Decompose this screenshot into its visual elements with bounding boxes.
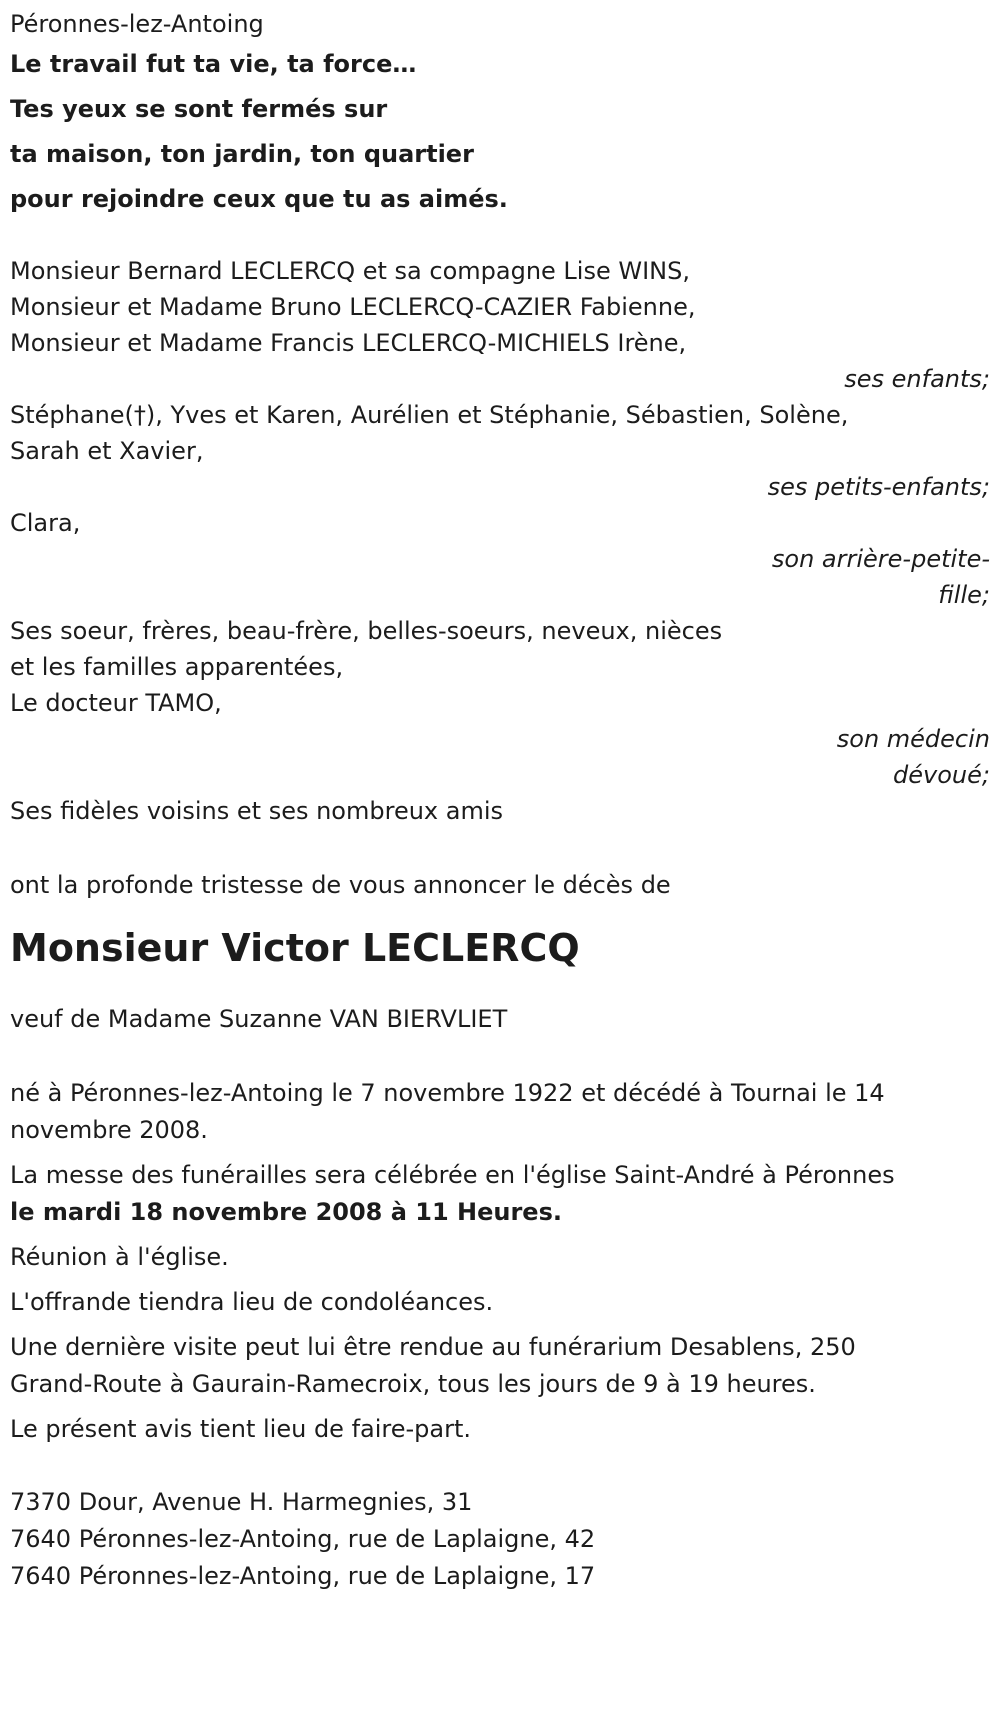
greatgrandchild-role-line: son arrière-petite-	[771, 545, 990, 573]
meeting-line: Réunion à l'église.	[10, 1243, 229, 1271]
visit-line: Grand-Route à Gaurain-Ramecroix, tous les jours de 9 à 19 heures.	[10, 1370, 816, 1398]
birth-death-line: né à Péronnes-lez-Antoing le 7 novembre 1922 et décédé à Tournai le 14	[10, 1079, 885, 1107]
notice-paragraph	[10, 1411, 992, 1448]
grandchildren-group	[10, 397, 992, 505]
notice-line: Le présent avis tient lieu de faire-part.	[10, 1415, 472, 1443]
offering-line: L'offrande tiendra lieu de condoléances.	[10, 1288, 494, 1316]
children-group	[10, 253, 992, 397]
children-role: ses enfants;	[844, 365, 990, 393]
widower-of: veuf de Madame Suzanne VAN BIERVLIET	[10, 1005, 508, 1033]
announcement: ont la profonde tristesse de vous annoncer le décès de	[10, 871, 671, 899]
obituary-notice	[10, 0, 992, 1595]
birth-death-paragraph	[10, 1075, 992, 1149]
meeting-paragraph	[10, 1239, 992, 1276]
relatives-line: et les familles apparentées,	[10, 653, 344, 681]
doctor-line: Le docteur TAMO,	[10, 689, 222, 717]
doctor-role-line: son médecin	[836, 725, 990, 753]
poem-line: Tes yeux se sont fermés sur	[10, 95, 388, 123]
greatgrandchild-role-line: fille;	[938, 581, 990, 609]
greatgrandchild-role	[10, 541, 992, 613]
address-line: 7640 Péronnes-lez-Antoing, rue de Laplaigne, 42	[10, 1525, 596, 1553]
deceased-name: Monsieur Victor LECLERCQ	[10, 926, 580, 970]
poem-line: ta maison, ton jardin, ton quartier	[10, 140, 474, 168]
doctor-role	[10, 721, 992, 793]
child-line: Monsieur et Madame Bruno LECLERCQ-CAZIER Fabienne,	[10, 293, 696, 321]
place-header: Péronnes-lez-Antoing	[10, 10, 264, 38]
friends-line: Ses fidèles voisins et ses nombreux amis	[10, 797, 504, 825]
offering-paragraph	[10, 1284, 992, 1321]
grandchild-line: Stéphane(†), Yves et Karen, Aurélien et Stéphanie, Sébastien, Solène,	[10, 401, 849, 429]
grandchild-line: Sarah et Xavier,	[10, 437, 204, 465]
greatgrandchild-line: Clara,	[10, 509, 81, 537]
mass-date: le mardi 18 novembre 2008 à 11 Heures.	[10, 1198, 562, 1226]
relatives-group	[10, 613, 992, 793]
poem	[10, 42, 992, 222]
doctor-role-line: dévoué;	[893, 761, 990, 789]
address-line: 7370 Dour, Avenue H. Harmegnies, 31	[10, 1488, 473, 1516]
child-line: Monsieur et Madame Francis LECLERCQ-MICHIELS Irène,	[10, 329, 687, 357]
address-list	[10, 1484, 992, 1595]
relatives-line: Ses soeur, frères, beau-frère, belles-soeurs, neveux, nièces	[10, 617, 723, 645]
greatgrandchild-group	[10, 505, 992, 613]
mass-paragraph	[10, 1157, 992, 1231]
mass-line: La messe des funérailles sera célébrée en l'église Saint-André à Péronnes	[10, 1161, 895, 1189]
visit-line: Une dernière visite peut lui être rendue au funérarium Desablens, 250	[10, 1333, 856, 1361]
poem-line: pour rejoindre ceux que tu as aimés.	[10, 185, 508, 213]
grandchildren-role: ses petits-enfants;	[767, 473, 990, 501]
visit-paragraph	[10, 1329, 992, 1403]
family-list	[10, 253, 992, 829]
birth-death-line: novembre 2008.	[10, 1116, 208, 1144]
address-line: 7640 Péronnes-lez-Antoing, rue de Laplaigne, 17	[10, 1562, 596, 1590]
child-line: Monsieur Bernard LECLERCQ et sa compagne Lise WINS,	[10, 257, 690, 285]
poem-line: Le travail fut ta vie, ta force…	[10, 50, 417, 78]
